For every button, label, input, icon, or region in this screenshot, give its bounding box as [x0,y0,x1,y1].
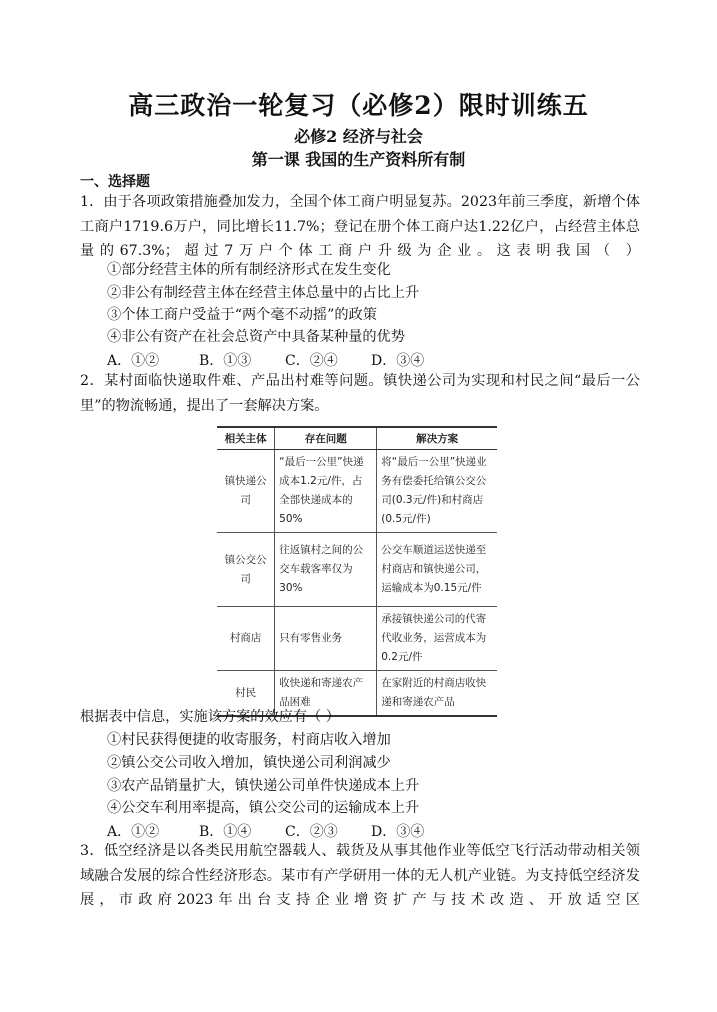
table-header: 解决方案 [377,427,497,450]
choice-b: B．①③ [199,353,252,369]
table-cell: 将“最后一公里”快递业务有偿委托给镇公交公司(0.3元/件)和村商店(0.5元/件) [377,450,497,533]
question-1-option: ③个体工商户受益于“两个毫不动摇”的政策 [107,307,377,323]
choice-c: C．②④ [285,353,338,369]
question-2-option: ④公交车利用率提高，镇公交公司的运输成本上升 [107,800,420,816]
choice-b: B．①④ [199,824,252,840]
page-title: 高三政治一轮复习（必修2）限时训练五 [128,91,589,120]
solution-table [217,426,497,717]
table-header: 相关主体 [217,427,275,450]
lesson-subtitle: 第一课 我国的生产资料所有制 [251,150,466,169]
choice-a: A．①② [107,353,160,369]
table-cell: 公交车顺道运送快递至村商店和镇快递公司，运输成本为0.15元/件 [377,533,497,607]
question-2-option: ③农产品销量扩大，镇快递公司单件快递成本上升 [107,778,420,794]
choice-a: A．①② [107,824,160,840]
question-2-option: ②镇公交公司收入增加，镇快递公司利润减少 [107,755,391,771]
table-row [217,533,497,607]
table-cell: 镇快递公司 [217,450,275,533]
table-cell: 村商店 [217,607,275,671]
section-heading: 一、选择题 [80,174,150,190]
question-2-prompt: 根据表中信息，实施该方案的效应有（ ） [80,709,340,725]
question-1-stem: 1．由于各项政策措施叠加发力，全国个体工商户明显复苏。2023年前三季度，新增个体工商户1719.6万户，同比增长11.7%；登记在册个体工商户达1.22亿户，占经营主体总量的67.3%；超过7万户个体工商户升级为企业。这表明我国（ ） [80,194,640,259]
question-2-choices [107,821,424,841]
question-3-stem: 3．低空经济是以各类民用航空器载人、载货及从事其他作业等低空飞行活动带动相关领域融合发展的综合性经济形态。某市有产学研用一体的无人机产业链。为支持低空经济发展，市政府2023年出台支持企业增资扩产与技术改造、开放适空区 [80,843,640,908]
question-1-option: ①部分经营主体的所有制经济形式在发生变化 [107,262,391,278]
question-1-option: ②非公有制经营主体在经营主体总量中的占比上升 [107,285,420,301]
table-cell: 往返镇村之间的公交车载客率仅为30% [275,533,377,607]
table-cell: “最后一公里”快递成本1.2元/件，占全部快递成本的50% [275,450,377,533]
choice-d: D．③④ [371,824,425,840]
table-cell: 在家附近的村商店收快递和寄递农产品 [377,671,497,717]
table-header-row [217,427,497,450]
table-header: 存在问题 [275,427,377,450]
table-cell: 镇公交公司 [217,533,275,607]
choice-c: C．②③ [285,824,338,840]
table-cell: 承接镇快递公司的代寄代收业务，运营成本为0.2元/件 [377,607,497,671]
table-cell: 村民 [217,671,275,717]
question-1-option: ④非公有资产在社会总资产中具备某种量的优势 [107,329,405,345]
question-1-choices [107,350,424,370]
module-subtitle: 必修2 经济与社会 [294,127,423,146]
table-cell: 收快递和寄递农产品困难 [275,671,377,717]
question-2-stem: 2．某村面临快递取件难、产品出村难等问题。镇快递公司为实现和村民之间“最后一公里”的物流畅通，提出了一套解决方案。 [80,373,640,414]
question-2-option: ①村民获得便捷的收寄服务，村商店收入增加 [107,732,391,748]
table-row [217,450,497,533]
choice-d: D．③④ [371,353,425,369]
table-row [217,607,497,671]
table-cell: 只有零售业务 [275,607,377,671]
